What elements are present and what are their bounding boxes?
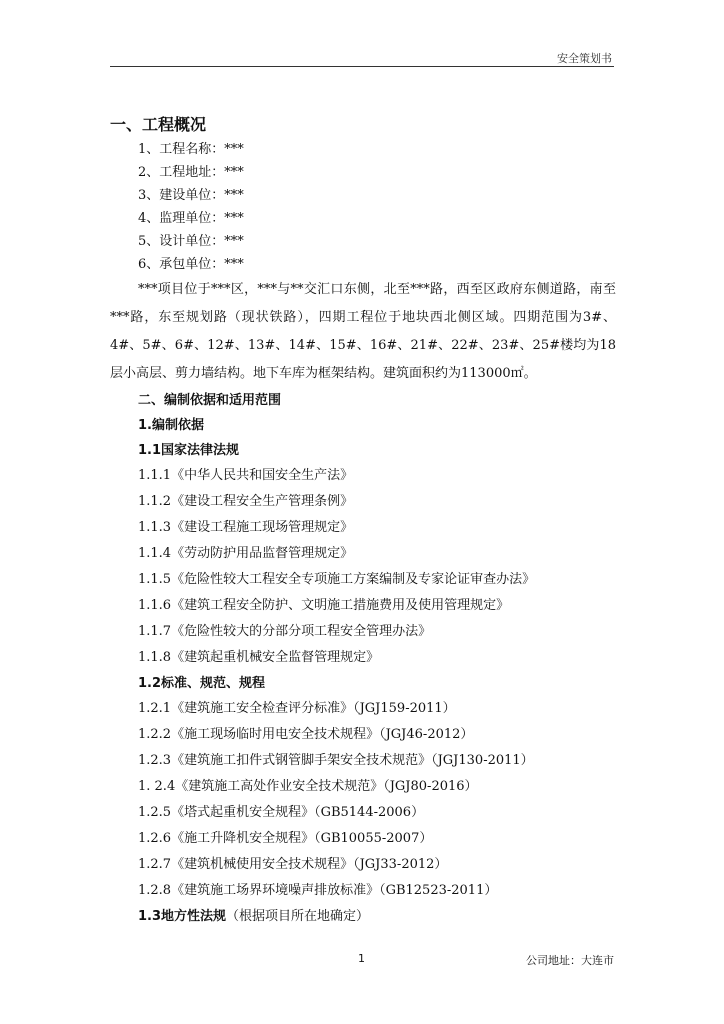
info-design-unit: 5、设计单位：***	[138, 234, 244, 249]
standard-item: 1.2.5《塔式起重机安全规程》（GB5144-2006）	[138, 805, 425, 820]
law-item: 1.1.8《建筑起重机械安全监督管理规定》	[138, 650, 380, 665]
subsection-standards: 1.2标准、规范、规程	[138, 676, 266, 691]
section-title-basis: 二、编制依据和适用范围	[138, 393, 282, 408]
page-number: 1	[358, 952, 365, 965]
standard-item: 1.2.1《建筑施工安全检查评分标准》（JGJ159-2011）	[138, 701, 456, 716]
standard-item: 1.2.8《建筑施工场界环境噪声排放标准》（GB12523-2011）	[138, 883, 498, 898]
law-item: 1.1.2《建设工程安全生产管理条例》	[138, 494, 354, 509]
standard-item: 1.2.3《建筑施工扣件式钢管脚手架安全技术规范》（JGJ130-2011）	[138, 753, 534, 768]
header-title: 安全策划书	[557, 52, 612, 65]
subsection-national-laws: 1.1国家法律法规	[138, 443, 240, 458]
info-project-address: 2、工程地址：***	[138, 165, 244, 180]
standard-item: 1.2.2《施工现场临时用电安全技术规程》（JGJ46-2012）	[138, 727, 474, 742]
standard-item: 1.2.6《施工升降机安全规程》（GB10055-2007）	[138, 831, 433, 846]
info-construction-unit: 3、建设单位：***	[138, 188, 244, 203]
overview-paragraph: ***项目位于***区，***与**交汇口东侧，北至***路，西至区政府东侧道路，南至***路，东至规划路（现状铁路），四期工程位于地块西北侧区域。四期范围为3#、4#、5#、6#、12#、13#、14#、15#、16#、21#、22#、23#、25#楼均为18层小高层、剪力墙结构。地下车库为框架结构。建筑面积约为113000㎡。	[110, 282, 616, 381]
info-supervision-unit: 4、监理单位：***	[138, 211, 244, 226]
document-body	[110, 112, 616, 930]
law-item: 1.1.4《劳动防护用品监督管理规定》	[138, 546, 354, 561]
law-item: 1.1.6《建筑工程安全防护、文明施工措施费用及使用管理规定》	[138, 598, 510, 613]
local-regulations-note: （根据项目所在地确定）	[226, 909, 370, 924]
header-rule	[110, 66, 614, 67]
law-item: 1.1.1《中华人民共和国安全生产法》	[138, 468, 354, 483]
standard-item: 1. 2.4《建筑施工高处作业安全技术规范》（JGJ80-2016）	[138, 779, 478, 794]
subsection-basis: 1.编制依据	[138, 418, 204, 433]
law-item: 1.1.7《危险性较大的分部分项工程安全管理办法》	[138, 624, 432, 639]
info-project-name: 1、工程名称：***	[138, 142, 244, 157]
standard-item: 1.2.7《建筑机械使用安全技术规程》（JGJ33-2012）	[138, 857, 448, 872]
law-item: 1.1.3《建设工程施工现场管理规定》	[138, 520, 354, 535]
section-title-overview: 一、工程概况	[110, 115, 207, 134]
subsection-local-regulations	[110, 904, 616, 930]
info-contractor: 6、承包单位：***	[138, 257, 244, 272]
footer-address: 公司地址：大连市	[526, 954, 614, 967]
local-regulations-title: 1.3地方性法规	[138, 909, 227, 924]
law-item: 1.1.5《危险性较大工程安全专项施工方案编制及专家论证审查办法》	[138, 572, 536, 587]
